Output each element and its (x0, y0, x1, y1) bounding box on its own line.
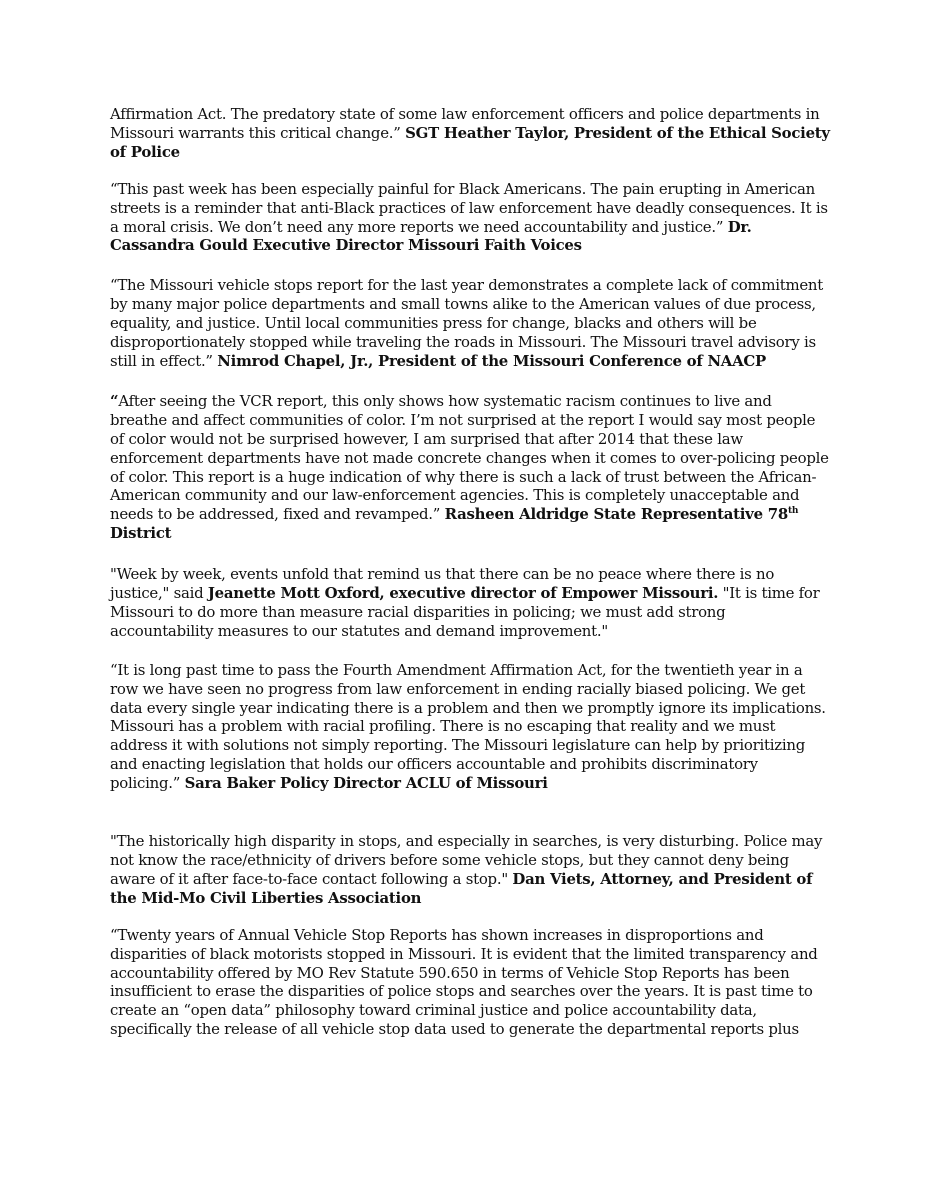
quote-text: “Twenty years of Annual Vehicle Stop Reports has shown increases in disproportions and disparities of black motorists stopped in Missouri. It is evident that the limited transparency and accountability offered by MO Rev Statute 590.650 in terms of Vehicle Stop Reports has been insufficient to erase the disparities of police stops and searches over the years. It is past time to create an “open data” philosophy toward criminal justice and police accountability data, specifically the release of all vehicle stop data used to generate the departmental reports plus (110, 925, 818, 1039)
quote-attribution: SGT Heather Taylor, President of the Ethical Society of Police (110, 123, 830, 161)
ordinal-suffix: th (787, 506, 799, 517)
document-body (110, 105, 830, 1039)
quote-text: "Week by week, events unfold that remind us that there can be no peace where there is no justice," said (110, 565, 775, 603)
quote-attribution: Nimrod Chapel, Jr., President of the Missouri Conference of NAACP (217, 351, 766, 370)
quote-text-continued: "It is time for Missouri to do more than measure racial disparities in policing; we must add strong accountability measures to our statutes and demand improvement." (110, 584, 820, 640)
quote-text: "The historically high disparity in stops, and especially in searches, is very disturbing. Police may not know the race/ethnicity of drivers before some vehicle stops, but they cannot deny being aware of it after face-to-face contact following a stop." (110, 832, 823, 888)
quote-text: “It is long past time to pass the Fourth Amendment Affirmation Act, for the twentieth year in a row we have seen no progress from law enforcement in ending racially biased policing. We get data every single year indicating there is a problem and then we promptly ignore its implications. Missouri has a problem with racial profiling. There is no escaping that reality and we must address it with solutions not simply reporting. The Missouri legislature can help by prioritizing and enacting legislation that holds our officers accountable and prohibits discriminatory policing.” (110, 660, 826, 793)
quote-text: After seeing the VCR report, this only shows how systematic racism continues to live and breathe and affect communities of color. I’m not surprised at the report I would say most people of color would not be surprised however, I am surprised that after 2014 that these law enforcement departments have not made concrete changes when it comes to over-policing people of color. This report is a huge indication of why there is such a lack of trust between the African-American community and our law-enforcement agencies. This is completely unacceptable and needs to be addressed, fixed and revamped.” (110, 391, 829, 524)
quote-paragraph (110, 276, 830, 371)
quote-paragraph (110, 926, 830, 1039)
quote-attribution: Jeanette Mott Oxford, executive director of Empower Missouri. (207, 584, 719, 603)
quote-attribution: Sara Baker Policy Director ACLU of Missouri (184, 774, 548, 793)
quote-paragraph (110, 832, 830, 908)
quote-text: “This past week has been especially painful for Black Americans. The pain erupting in American streets is a reminder that anti-Black practices of law enforcement have deadly consequences. It is a moral crisis. We don’t need any more reports we need accountability and justice.” (110, 179, 828, 236)
quote-attribution: Dr. Cassandra Gould Executive Director Missouri Faith Voices (110, 217, 752, 255)
quote-text: Affirmation Act. The predatory state of some law enforcement officers and police departments in Missouri warrants this critical change.” (110, 105, 820, 142)
quote-paragraph (110, 105, 830, 162)
quote-open-mark: “ (110, 391, 119, 410)
quote-paragraph (110, 392, 830, 543)
quote-paragraph (110, 565, 830, 641)
quote-attribution: Rasheen Aldridge State Representative 78th District (110, 505, 799, 543)
quote-paragraph (110, 180, 830, 256)
quote-attribution: Dan Viets, Attorney, and President of the Mid-Mo Civil Liberties Association (110, 869, 813, 907)
quote-text: “The Missouri vehicle stops report for the last year demonstrates a complete lack of commitment by many major police departments and small towns alike to the American values of due process, equality, and justice. Until local communities press for change, blacks and others will be disproportionately stopped while traveling the roads in Missouri. The Missouri travel advisory is still in effect.” (110, 276, 824, 370)
quote-paragraph (110, 661, 830, 793)
